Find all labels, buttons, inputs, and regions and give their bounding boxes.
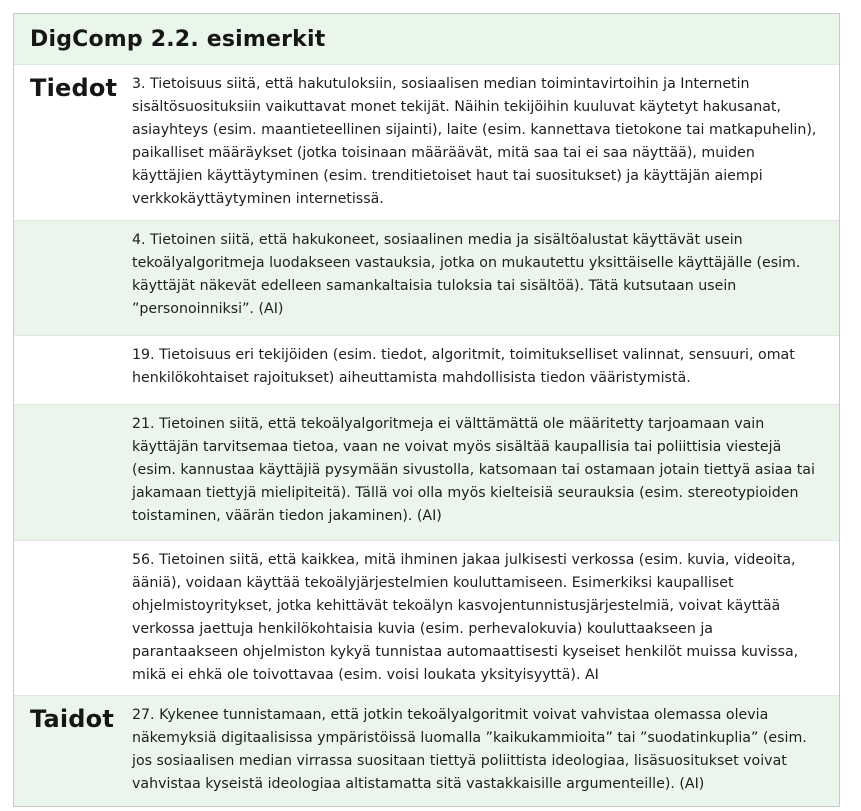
example-item: 56. Tietoinen siitä, että kaikkea, mitä ihminen jakaa julkisesti verkossa (esim. kuvia, videoita, ääniä), voidaan käyttää tekoälyjärjestelmien kouluttamiseen. Esimerkiksi kaupalliset ohjelmistoyritykset, jotka kehittävät tekoälyn kasvojentunnistusjärjestelmiä, voivat käyttää verkossa jaettuja henkilökohtaisia kuvia (esim. perhevalokuvia) kouluttaakseen ja parantaakseen ohjelmiston kykyä tunnistaa automaattisesti kyseiset henkilöt muissa kuvissa, mikä ei ehkä ole toivottavaa (esim. voisi loukata yksityisyyttä). AI xyxy=(132,552,799,683)
table-row xyxy=(14,405,839,541)
table-row xyxy=(14,221,839,336)
examples-table xyxy=(13,13,840,807)
category-label-taidot: Taidot xyxy=(30,705,115,733)
example-item: 21. Tietoinen siitä, että tekoälyalgoritmeja ei välttämättä ole määritetty tarjoamaan vain käyttäjän tarvitsemaa tietoa, vaan ne voivat myös sisältää kaupallisia tai poliittisia viestejä (esim. kannustaa käyttäjiä pysymään sivustolla, katsomaan tai ostamaan jotain tiettyä asiaa tai jakamaan tiettyjä mielipiteitä). Tällä voi olla myös kielteisiä seurauksia (esim. stereotypioiden toistaminen, väärän tiedon jakaminen). (AI) xyxy=(132,416,815,524)
category-label-tiedot: Tiedot xyxy=(30,74,118,102)
example-item: 3. Tietoisuus siitä, että hakutuloksiin, sosiaalisen median toimintavirtoihin ja Internetin sisältösuosituksiin vaikuttavat monet tekijät. Näihin tekijöihin kuuluvat käytetyt hakusanat, asiayhteys (esim. maantieteellinen sijainti), laite (esim. kannettava tietokone tai matkapuhelin), paikalliset määräykset (jotka toisinaan määräävät, mitä saa tai ei saa näyttää), muiden käyttäjien käyttäytyminen (esim. trenditietoiset haut tai suositukset) ja käyttäjän aiempi verkkokäyttäytyminen internetissä. xyxy=(132,76,817,207)
table-header xyxy=(14,14,839,65)
example-item: 27. Kykenee tunnistamaan, että jotkin tekoälyalgoritmit voivat vahvistaa olemassa olevia näkemyksiä digitaalisissa ympäristöissä luomalla ”kaikukammioita” tai ”suodatinkuplia” (esim. jos sosiaalisen median virrassa suositaan tiettyä poliittista ideologiaa, lisäsuositukset voivat vahvistaa kyseistä ideologiaa altistamatta sitä vastakkaisille argumenteille). (AI) xyxy=(132,707,807,792)
example-item: 19. Tietoisuus eri tekijöiden (esim. tiedot, algoritmit, toimitukselliset valinnat, sensuuri, omat henkilökohtaiset rajoitukset) aiheuttamista mahdollisista tiedon vääristymistä. xyxy=(132,347,795,386)
table-row xyxy=(14,336,839,405)
table-row xyxy=(14,541,839,696)
example-item: 4. Tietoinen siitä, että hakukoneet, sosiaalinen media ja sisältöalustat käyttävät usein tekoälyalgoritmeja luodakseen vastauksia, jotka on mukautettu yksittäiselle käyttäjälle (esim. käyttäjät näkevät edelleen samankaltaisia tuloksia tai sisältöä). Tätä kutsutaan usein ”personoinniksi”. (AI) xyxy=(132,232,801,317)
table-title: DigComp 2.2. esimerkit xyxy=(30,26,326,52)
table-row xyxy=(14,65,839,221)
table-row xyxy=(14,696,839,806)
